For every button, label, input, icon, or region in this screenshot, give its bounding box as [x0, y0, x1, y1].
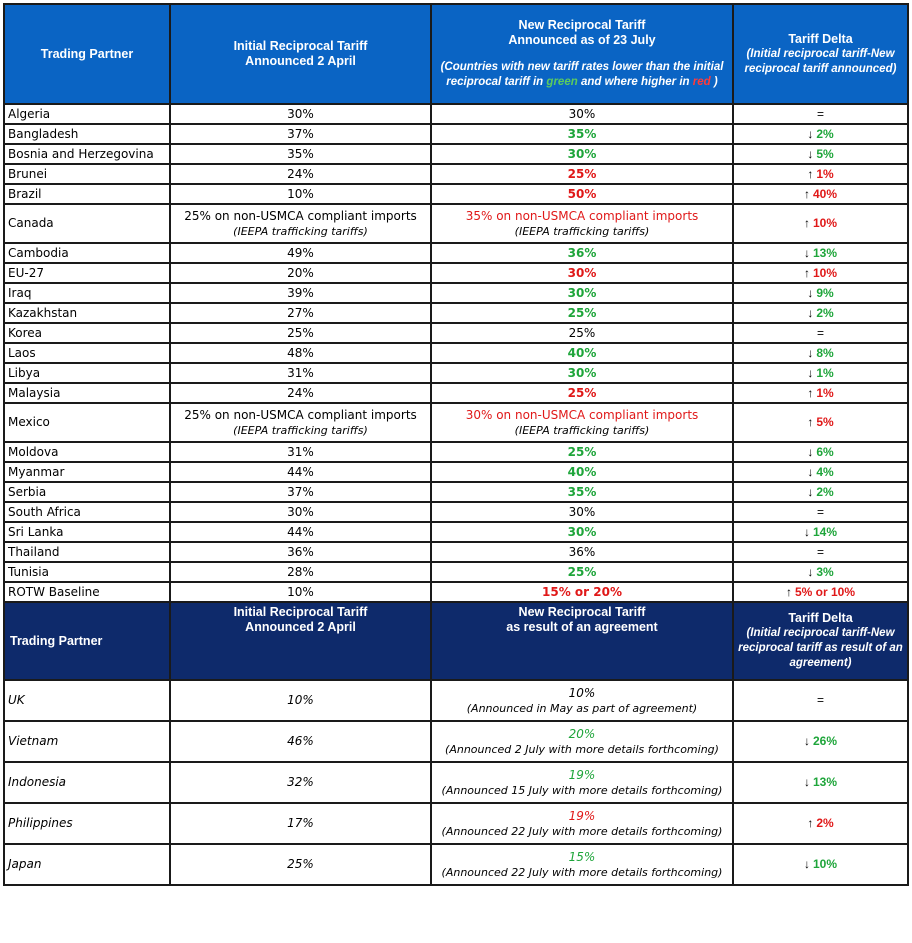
header2-new-tariff [431, 602, 733, 680]
new-tariff-value: 15% or 20% [542, 584, 622, 599]
table-row [4, 303, 908, 323]
note-part-a: (Countries with new tariff rates lower than the initial reciprocal tariff in [440, 61, 724, 88]
tariff-delta-value: 1% [816, 385, 834, 400]
table-row [4, 403, 908, 442]
new-tariff-value: 35% [567, 126, 597, 141]
arrow-down-icon: ↓ [803, 857, 810, 871]
table-row [4, 283, 908, 303]
new-tariff-value: 30% [567, 524, 597, 539]
arrow-down-icon: ↓ [803, 524, 810, 539]
new-tariff-value: 30% [567, 146, 597, 161]
partner-cell: Canada [4, 204, 170, 243]
tariff-delta-cell [733, 844, 908, 885]
header-initial-line2: Announced 2 April [245, 54, 356, 68]
new-tariff-value: 35% on non-USMCA compliant imports [465, 208, 699, 223]
initial-tariff-cell: 44% [170, 522, 431, 542]
tariff-delta-value: 5% [816, 415, 834, 429]
table-row [4, 844, 908, 885]
table-row [4, 144, 908, 164]
new-tariff-cell [431, 383, 733, 403]
note-part-c: ) [710, 76, 718, 88]
new-tariff-value: 10% [568, 685, 596, 700]
arrow-up-icon: ↑ [785, 584, 792, 599]
partner-cell: Malaysia [4, 383, 170, 403]
tariff-delta-cell [733, 323, 908, 343]
new-tariff-cell [431, 323, 733, 343]
tariff-delta-value: 2% [816, 126, 834, 141]
table-row [4, 124, 908, 144]
new-tariff-value: 30% on non-USMCA compliant imports [465, 407, 699, 422]
new-tariff-note: (Announced 2 July with more details forthcoming) [445, 742, 719, 756]
header2-initial-line2: Announced 2 April [245, 620, 356, 634]
new-tariff-value: 25% [567, 305, 597, 320]
tariff-delta-cell [733, 263, 908, 283]
new-tariff-cell [431, 343, 733, 363]
table-row [4, 204, 908, 243]
table-row [4, 721, 908, 762]
tariff-delta-value: 1% [816, 166, 834, 181]
tariff-delta-cell [733, 582, 908, 602]
arrow-down-icon: ↓ [803, 775, 810, 789]
tariff-delta-cell [733, 104, 908, 124]
initial-tariff-cell: 28% [170, 562, 431, 582]
tariff-delta-cell [733, 680, 908, 721]
arrow-down-icon: ↓ [807, 285, 814, 300]
table-row [4, 803, 908, 844]
new-tariff-cell [431, 164, 733, 184]
initial-tariff-cell: 24% [170, 383, 431, 403]
new-tariff-cell [431, 844, 733, 885]
new-tariff-cell [431, 403, 733, 442]
table-row [4, 243, 908, 263]
header2-delta-note: (Initial reciprocal tariff-New reciprocal tariff as result of an agreement) [738, 627, 903, 669]
initial-tariff-cell: 17% [170, 803, 431, 844]
tariff-delta-value: 13% [812, 245, 838, 260]
new-tariff-cell [431, 562, 733, 582]
arrow-down-icon: ↓ [807, 564, 814, 579]
new-tariff-value: 30% [568, 106, 596, 121]
tariff-delta-value: 2% [816, 484, 834, 499]
tariff-delta-cell [733, 762, 908, 803]
initial-tariff-cell: 37% [170, 482, 431, 502]
new-tariff-note: (Announced in May as part of agreement) [466, 701, 698, 715]
partner-cell: Japan [4, 844, 170, 885]
arrow-up-icon: ↑ [803, 265, 810, 280]
tariff-delta-cell [733, 164, 908, 184]
new-tariff-value: 35% [567, 484, 597, 499]
partner-cell: Philippines [4, 803, 170, 844]
initial-tariff-cell: 37% [170, 124, 431, 144]
initial-tariff-cell: 39% [170, 283, 431, 303]
header-new-note [434, 60, 730, 90]
tariff-delta-value: 5% or 10% [794, 584, 856, 599]
arrow-up-icon: ↑ [807, 385, 814, 400]
initial-tariff-cell: 30% [170, 502, 431, 522]
header-new-line2: Announced as of 23 July [508, 33, 656, 47]
tariff-delta-value: = [816, 325, 824, 340]
initial-tariff-cell: 31% [170, 363, 431, 383]
tariff-delta-cell [733, 482, 908, 502]
header-delta-line1: Tariff Delta [788, 31, 853, 46]
new-tariff-cell [431, 522, 733, 542]
note-red-word: red [692, 76, 711, 88]
table-row [4, 104, 908, 124]
tariff-delta-value: 9% [816, 285, 834, 300]
new-tariff-cell [431, 204, 733, 243]
new-tariff-cell [431, 582, 733, 602]
initial-tariff-cell: 49% [170, 243, 431, 263]
tariff-delta-cell [733, 343, 908, 363]
partner-cell: Serbia [4, 482, 170, 502]
new-tariff-value: 25% [567, 444, 597, 459]
arrow-down-icon: ↓ [803, 245, 810, 260]
new-tariff-cell [431, 542, 733, 562]
new-tariff-value: 15% [568, 849, 596, 864]
table-row [4, 263, 908, 283]
header2-new-line1: New Reciprocal Tariff [518, 605, 646, 619]
header2-new-line2: as result of an agreement [506, 620, 658, 634]
new-tariff-value: 36% [568, 544, 596, 559]
note-green-word: green [546, 76, 578, 88]
table-row [4, 582, 908, 602]
table-header-secondary [4, 602, 908, 680]
partner-cell: Korea [4, 323, 170, 343]
tariff-delta-cell [733, 363, 908, 383]
new-tariff-value: 25% [568, 325, 596, 340]
arrow-down-icon: ↓ [807, 126, 814, 141]
partner-cell: Iraq [4, 283, 170, 303]
initial-tariff-cell: 24% [170, 164, 431, 184]
new-tariff-value: 25% [567, 564, 597, 579]
initial-tariff-sub: (IEEPA trafficking tariffs) [233, 224, 368, 238]
table-row [4, 383, 908, 403]
new-tariff-value: 30% [568, 504, 596, 519]
tariff-delta-cell [733, 522, 908, 542]
initial-tariff-value: 25% on non-USMCA compliant imports [184, 208, 417, 223]
new-tariff-value: 19% [568, 808, 596, 823]
table-row [4, 442, 908, 462]
new-tariff-cell [431, 104, 733, 124]
table-row [4, 184, 908, 204]
tariff-delta-cell [733, 283, 908, 303]
header-tariff-delta [733, 4, 908, 104]
header-new-tariff [431, 4, 733, 104]
partner-cell: Kazakhstan [4, 303, 170, 323]
partner-cell: Vietnam [4, 721, 170, 762]
new-tariff-cell [431, 363, 733, 383]
header2-trading-partner: Trading Partner [4, 602, 170, 680]
initial-tariff-cell: 10% [170, 582, 431, 602]
partner-cell: Indonesia [4, 762, 170, 803]
header2-delta-line1: Tariff Delta [788, 611, 853, 625]
tariff-delta-cell [733, 442, 908, 462]
new-tariff-value: 25% [567, 166, 597, 181]
initial-tariff-cell: 46% [170, 721, 431, 762]
partner-cell: Laos [4, 343, 170, 363]
tariff-delta-cell [733, 243, 908, 263]
initial-tariff-cell: 44% [170, 462, 431, 482]
partner-cell: Myanmar [4, 462, 170, 482]
new-tariff-value: 36% [567, 245, 597, 260]
new-tariff-value: 19% [568, 767, 596, 782]
tariff-delta-value: = [816, 693, 824, 707]
arrow-down-icon: ↓ [807, 464, 814, 479]
tariff-delta-cell [733, 204, 908, 243]
new-tariff-cell [431, 680, 733, 721]
new-tariff-sub: (IEEPA trafficking tariffs) [514, 224, 650, 238]
initial-tariff-cell: 27% [170, 303, 431, 323]
new-tariff-cell [431, 762, 733, 803]
new-tariff-cell [431, 803, 733, 844]
tariff-delta-value: 10% [812, 216, 838, 230]
table-row [4, 482, 908, 502]
new-tariff-cell [431, 303, 733, 323]
new-tariff-cell [431, 243, 733, 263]
partner-cell: Brazil [4, 184, 170, 204]
table-row [4, 462, 908, 482]
new-tariff-cell [431, 124, 733, 144]
partner-cell: Sri Lanka [4, 522, 170, 542]
arrow-down-icon: ↓ [807, 365, 814, 380]
table-row [4, 323, 908, 343]
new-tariff-value: 50% [567, 186, 597, 201]
new-tariff-cell [431, 721, 733, 762]
tariff-delta-cell [733, 562, 908, 582]
partner-cell: South Africa [4, 502, 170, 522]
header2-tariff-delta [733, 602, 908, 680]
partner-cell: Cambodia [4, 243, 170, 263]
initial-tariff-cell: 32% [170, 762, 431, 803]
arrow-down-icon: ↓ [807, 345, 814, 360]
header-new-line1: New Reciprocal Tariff [518, 18, 646, 32]
tariff-delta-cell [733, 403, 908, 442]
new-tariff-cell [431, 502, 733, 522]
initial-tariff-cell: 25% [170, 323, 431, 343]
new-tariff-value: 25% [567, 385, 597, 400]
new-tariff-value: 20% [568, 726, 596, 741]
note-part-b: and where higher in [577, 76, 693, 88]
arrow-down-icon: ↓ [807, 444, 814, 459]
initial-tariff-cell: 10% [170, 680, 431, 721]
tariff-delta-value: 13% [812, 775, 838, 789]
header-initial-line1: Initial Reciprocal Tariff [233, 39, 368, 53]
tariff-delta-cell [733, 184, 908, 204]
table-body-primary [4, 104, 908, 602]
initial-tariff-cell: 35% [170, 144, 431, 164]
header2-initial-line1: Initial Reciprocal Tariff [233, 605, 368, 619]
new-tariff-note: (Announced 15 July with more details forthcoming) [441, 783, 723, 797]
table-body-agreements [4, 680, 908, 885]
tariff-delta-value: 26% [812, 734, 838, 748]
initial-tariff-sub: (IEEPA trafficking tariffs) [233, 423, 368, 437]
initial-tariff-cell: 25% [170, 844, 431, 885]
arrow-down-icon: ↓ [807, 305, 814, 320]
tariff-delta-value: 5% [816, 146, 834, 161]
new-tariff-cell [431, 283, 733, 303]
tariff-delta-cell [733, 462, 908, 482]
new-tariff-note: (Announced 22 July with more details forthcoming) [441, 865, 723, 879]
partner-cell: Bangladesh [4, 124, 170, 144]
tariff-delta-value: = [816, 504, 824, 519]
partner-cell: Libya [4, 363, 170, 383]
tariff-delta-cell [733, 803, 908, 844]
arrow-up-icon: ↑ [803, 186, 810, 201]
initial-tariff-cell: 30% [170, 104, 431, 124]
header-delta-note: (Initial reciprocal tariff-New reciprocal tariff announced) [744, 47, 897, 75]
tariff-delta-cell [733, 721, 908, 762]
tariff-delta-cell [733, 383, 908, 403]
initial-tariff-cell: 36% [170, 542, 431, 562]
initial-tariff-cell: 20% [170, 263, 431, 283]
arrow-up-icon: ↑ [807, 415, 814, 429]
table-row [4, 343, 908, 363]
new-tariff-value: 30% [567, 265, 597, 280]
table-row [4, 164, 908, 184]
partner-cell: Bosnia and Herzegovina [4, 144, 170, 164]
tariff-delta-value: 10% [812, 857, 838, 871]
header-trading-partner: Trading Partner [4, 4, 170, 104]
tariff-delta-cell [733, 303, 908, 323]
partner-cell: Tunisia [4, 562, 170, 582]
tariff-delta-value: 2% [816, 816, 834, 830]
table-row [4, 542, 908, 562]
initial-tariff-value: 25% on non-USMCA compliant imports [184, 407, 417, 422]
initial-tariff-cell [170, 403, 431, 442]
partner-cell: ROTW Baseline [4, 582, 170, 602]
arrow-down-icon: ↓ [803, 734, 810, 748]
initial-tariff-cell: 10% [170, 184, 431, 204]
header-initial-tariff [170, 4, 431, 104]
tariff-delta-cell [733, 144, 908, 164]
arrow-up-icon: ↑ [807, 816, 814, 830]
new-tariff-value: 30% [567, 285, 597, 300]
partner-cell: Thailand [4, 542, 170, 562]
table-row [4, 363, 908, 383]
tariff-delta-cell [733, 502, 908, 522]
new-tariff-cell [431, 482, 733, 502]
table-row [4, 762, 908, 803]
table-row [4, 502, 908, 522]
partner-cell: Moldova [4, 442, 170, 462]
tariff-delta-value: = [816, 544, 824, 559]
header2-initial-tariff [170, 602, 431, 680]
table-row [4, 522, 908, 542]
tariff-delta-value: 4% [816, 464, 834, 479]
tariff-delta-value: = [816, 106, 824, 121]
initial-tariff-cell: 31% [170, 442, 431, 462]
new-tariff-sub: (IEEPA trafficking tariffs) [514, 423, 650, 437]
initial-tariff-cell: 48% [170, 343, 431, 363]
table-row [4, 562, 908, 582]
partner-cell: UK [4, 680, 170, 721]
partner-cell: Algeria [4, 104, 170, 124]
new-tariff-cell [431, 442, 733, 462]
partner-cell: Mexico [4, 403, 170, 442]
new-tariff-cell [431, 263, 733, 283]
new-tariff-cell [431, 462, 733, 482]
arrow-up-icon: ↑ [807, 166, 814, 181]
new-tariff-cell [431, 144, 733, 164]
tariff-delta-value: 3% [816, 564, 834, 579]
new-tariff-value: 40% [567, 345, 597, 360]
tariff-delta-value: 14% [812, 524, 838, 539]
partner-cell: Brunei [4, 164, 170, 184]
table-row [4, 680, 908, 721]
tariff-delta-value: 1% [816, 365, 834, 380]
arrow-up-icon: ↑ [803, 216, 810, 230]
arrow-down-icon: ↓ [807, 484, 814, 499]
tariff-delta-value: 10% [812, 265, 838, 280]
partner-cell: EU-27 [4, 263, 170, 283]
initial-tariff-cell [170, 204, 431, 243]
new-tariff-cell [431, 184, 733, 204]
arrow-down-icon: ↓ [807, 146, 814, 161]
tariff-delta-value: 2% [816, 305, 834, 320]
tariff-delta-value: 6% [816, 444, 834, 459]
tariff-delta-value: 8% [816, 345, 834, 360]
tariff-delta-cell [733, 124, 908, 144]
new-tariff-note: (Announced 22 July with more details forthcoming) [441, 824, 723, 838]
tariff-delta-value: 40% [812, 186, 838, 201]
new-tariff-value: 40% [567, 464, 597, 479]
tariff-table [3, 3, 909, 886]
tariff-delta-cell [733, 542, 908, 562]
new-tariff-value: 30% [567, 365, 597, 380]
table-header-primary [4, 4, 908, 104]
